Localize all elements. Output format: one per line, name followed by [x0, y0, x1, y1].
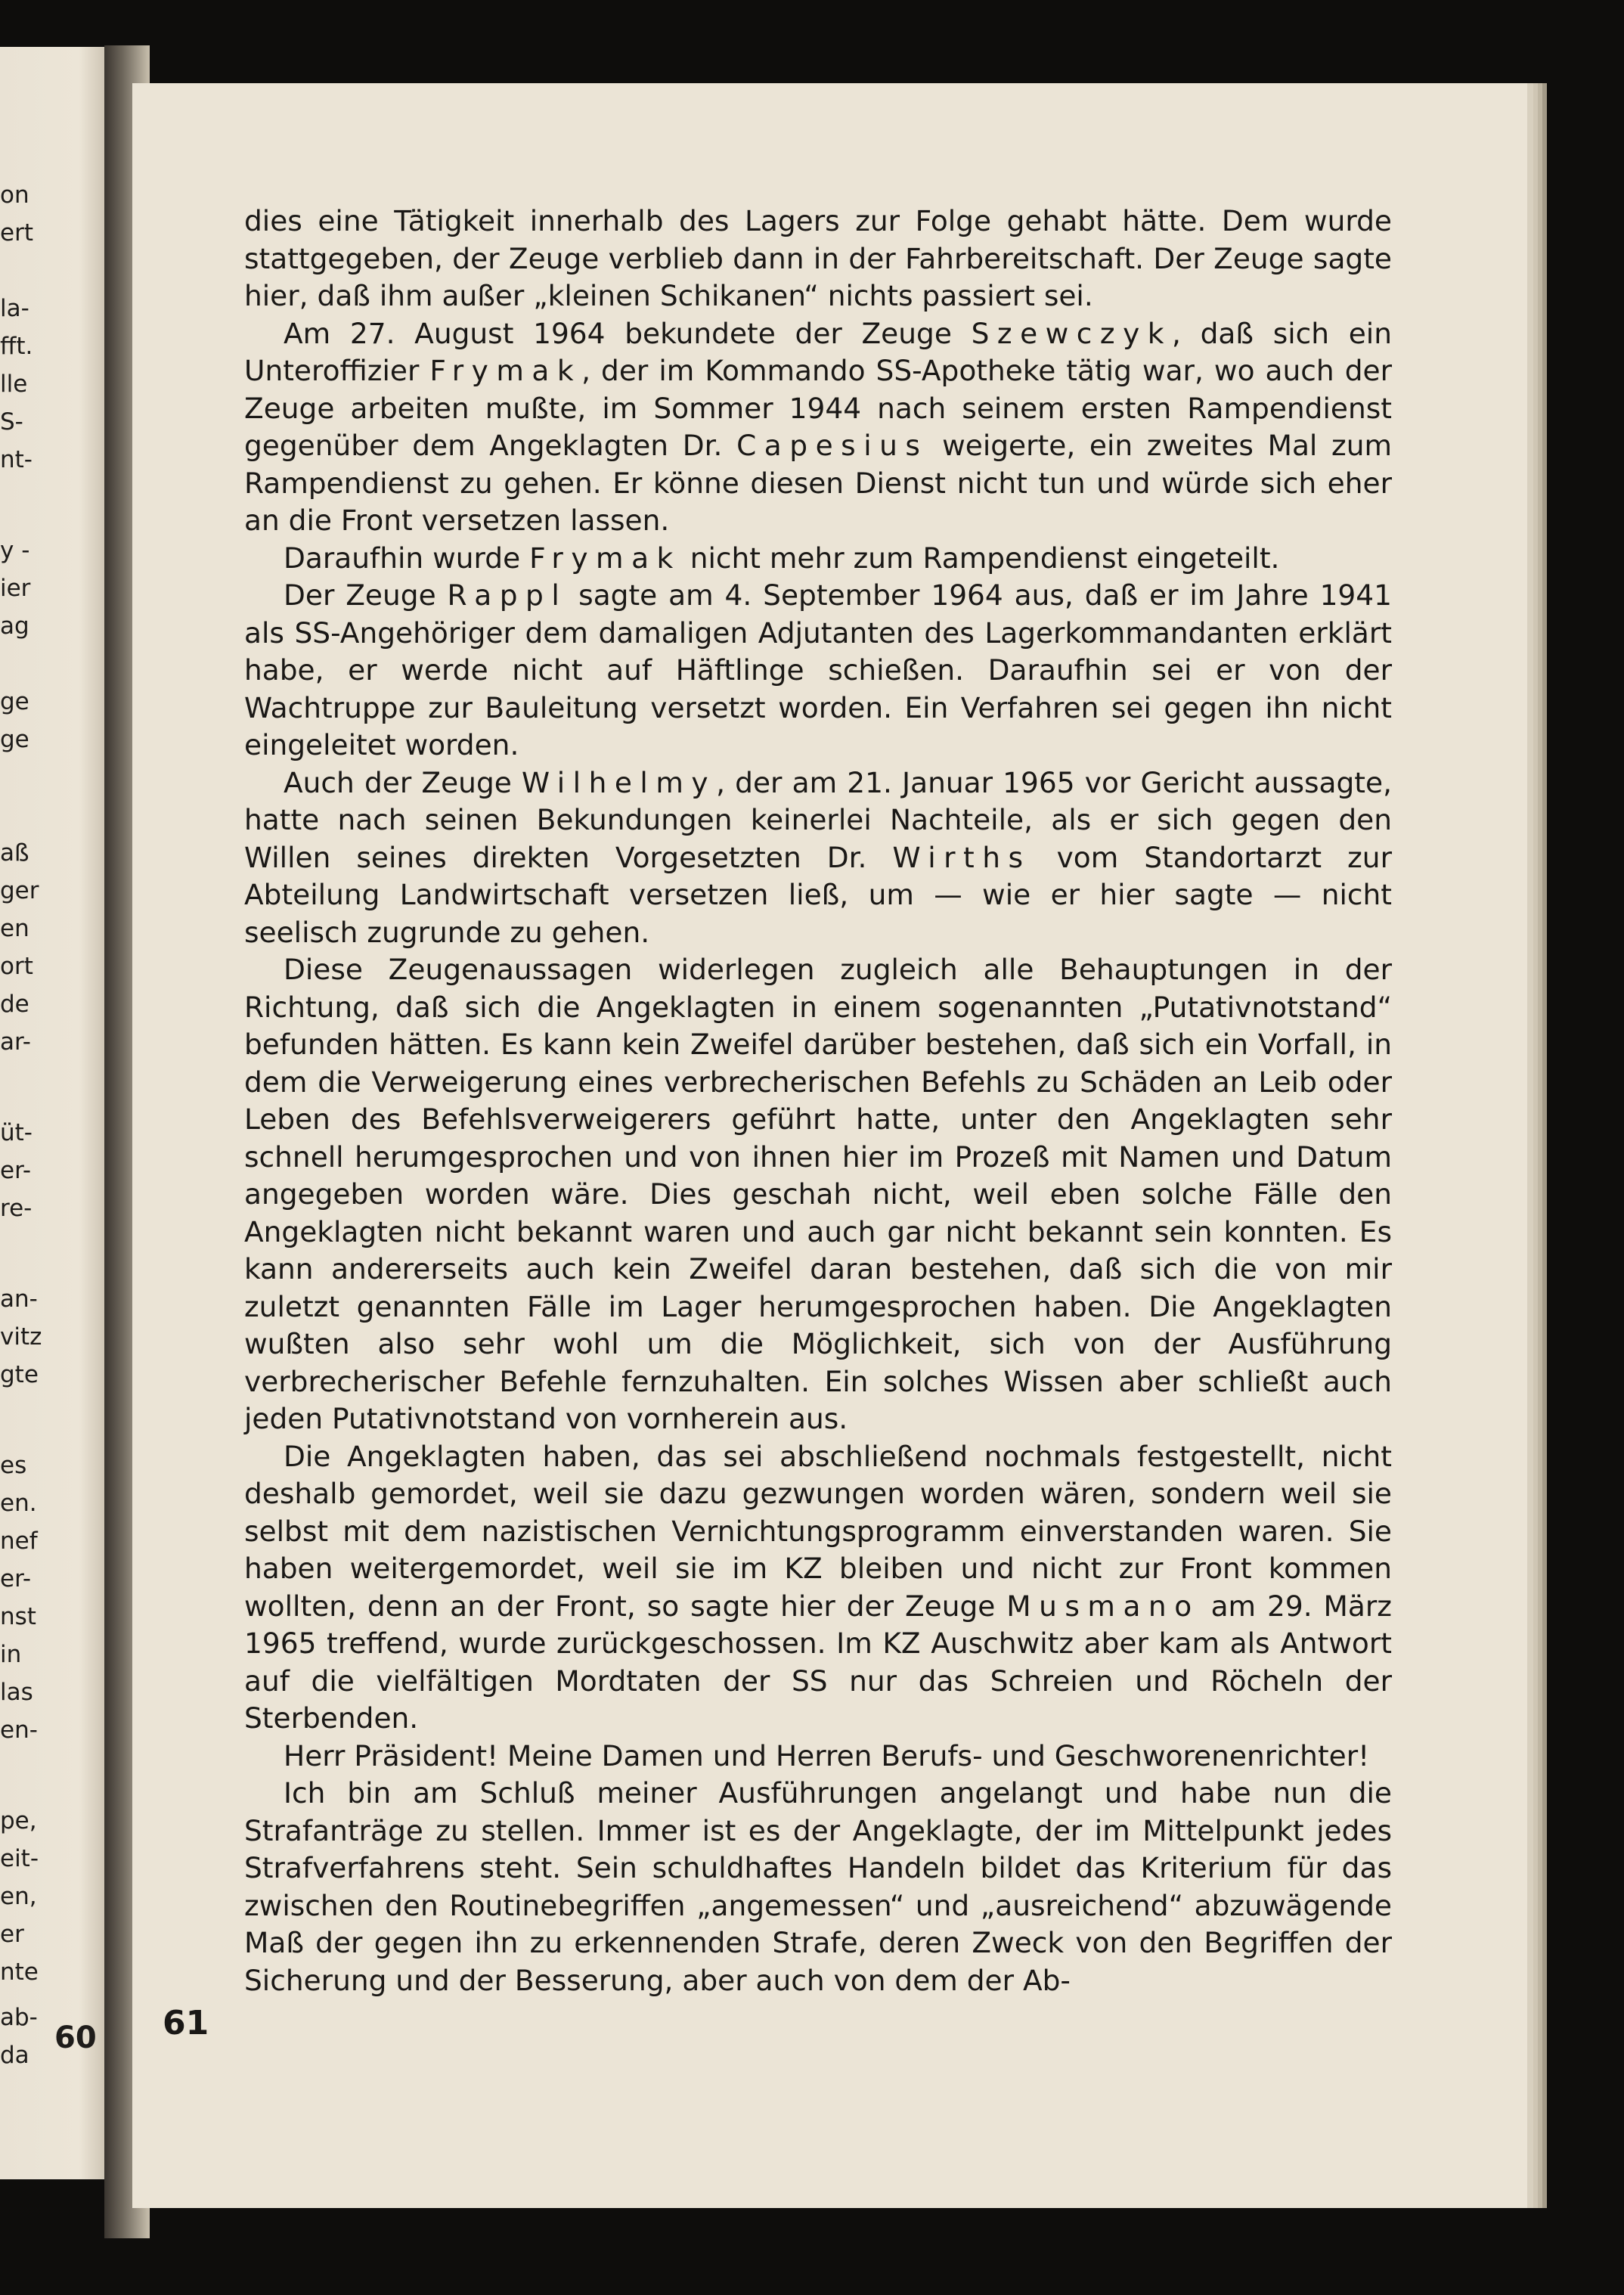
spaced-name: Szewczyk — [971, 316, 1173, 350]
left-page-fragment: ge — [0, 688, 29, 715]
left-page-fragment: de — [0, 991, 29, 1018]
left-page-fragment: üt- — [0, 1119, 33, 1146]
page-number: 61 — [163, 2004, 209, 2042]
spaced-name: Wilhelmy — [521, 765, 717, 799]
left-page-fragment: on — [0, 181, 29, 209]
left-page-fragment: an- — [0, 1286, 38, 1313]
left-page-fragment: ort — [0, 953, 33, 980]
spaced-name: Capesius — [736, 429, 928, 462]
paragraph: Daraufhin wurde Frymak nicht mehr zum Rampendienst eingeteilt. — [284, 541, 1280, 575]
left-page-fragment: nt- — [0, 446, 33, 473]
left-page-fragment: ier — [0, 575, 31, 602]
left-page-number: 60 — [54, 2021, 97, 2055]
left-page-fragment: S- — [0, 408, 23, 436]
current-page — [132, 83, 1527, 2208]
paragraph: Die Angeklagten haben, das sei abschließend nochmals festgestellt, nicht deshalb gemordet, weil sie dazu gezwungen worden wären, sondern weil sie selbst mit dem nazistischen Vernichtungsprogramm einverstanden waren. Sie haben weitergemordet, weil sie im KZ bleiben und nicht zur Front kommen wollten, denn an der Front, so sagte hier der Zeuge Musmano am 29. März 1965 treffend, wurde zurückgeschossen. Im KZ Auschwitz aber kam als Antwort auf die vielfältigen Mordtaten der SS nur das Schreien und Röcheln der Sterbenden. — [244, 1439, 1392, 1735]
left-page-fragment: nte — [0, 1959, 39, 1986]
left-page-fragment: re- — [0, 1195, 33, 1222]
left-page-fragment: ab- — [0, 2004, 38, 2031]
left-page-fragment: er- — [0, 1157, 32, 1184]
spaced-name: Frymak — [529, 541, 681, 575]
left-page-fragment: fft. — [0, 333, 33, 360]
left-page-fragment: eit- — [0, 1845, 39, 1872]
left-page-fragment: ag — [0, 613, 29, 640]
spaced-name: Musmano — [1006, 1589, 1200, 1623]
left-page-fragment: vitz — [0, 1323, 42, 1351]
left-page-fragment: nst — [0, 1603, 36, 1630]
left-page-fragment: er — [0, 1921, 24, 1948]
body-text — [244, 203, 1392, 1999]
spaced-name: Rappl — [447, 578, 568, 612]
left-page-fragment: ge — [0, 726, 29, 753]
left-page-fragment: gte — [0, 1361, 39, 1388]
left-page-fragment: ert — [0, 219, 33, 247]
left-page-fragment: nef — [0, 1527, 38, 1555]
left-page-fragment: pe, — [0, 1807, 37, 1834]
left-page-fragment: aß — [0, 839, 29, 867]
left-page-fragment: en, — [0, 1883, 37, 1910]
paragraph: dies eine Tätigkeit innerhalb des Lagers zur Folge gehabt hätte. Dem wurde stattgegeben, der Zeuge verblieb dann in der Fahrbereitschaft. Der Zeuge sagte hier, daß ihm außer „kleinen Schikanen“ nichts passiert sei. — [244, 204, 1392, 312]
left-page-fragment: lle — [0, 371, 28, 398]
left-page-fragment: er- — [0, 1565, 32, 1593]
left-page-fragment: la- — [0, 295, 29, 322]
paragraph: Diese Zeugenaussagen widerlegen zugleich alle Behauptungen in der Richtung, daß sich die Angeklagten in einem sogenannten „Putativnotstand“ befunden hätten. Es kann kein Zweifel darüber bestehen, daß sich ein Vorfall, in dem die Verweigerung eines verbrecherischen Befehls zu Schäden an Leib oder Leben des Befehlsverweigerers geführt hatte, unter den Angeklagten sehr schnell herumgesprochen und von ihnen hier im Prozeß mit Namen und Datum angegeben worden wäre. Dies geschah nicht, weil eben solche Fälle den Angeklagten nicht bekannt waren und auch gar nicht bekannt sein konnten. Es kann andererseits auch kein Zweifel daran bestehen, daß sich die von mir zuletzt genannten Fälle im Lager herumgesprochen haben. Die Angeklagten wußten also sehr wohl um die Möglichkeit, sich von der Ausführung verbrecherischer Befehle fernzuhalten. Ein solches Wissen aber schließt auch jeden Putativnotstand von vornherein aus. — [244, 953, 1392, 1435]
previous-page — [0, 47, 113, 2179]
left-page-fragment: las — [0, 1679, 33, 1706]
spaced-name: Frymak — [429, 354, 582, 387]
paragraph: Am 27. August 1964 bekundete der Zeuge Szewczyk, daß sich ein Unteroffizier Frymak, der im Kommando SS-Apotheke tätig war, wo auch der Zeuge arbeiten mußte, im Sommer 1944 nach seinem ersten Rampendienst gegenüber dem Angeklagten Dr. Capesius weigerte, ein zweites Mal zum Rampendienst zu gehen. Er könne diesen Dienst nicht tun und würde sich eher an die Front versetzen lassen. — [244, 316, 1392, 537]
left-page-fragment: en- — [0, 1717, 38, 1744]
spaced-name: Wirths — [892, 840, 1031, 874]
paragraph: Herr Präsident! Meine Damen und Herren Berufs- und Geschworenenrichter! — [284, 1738, 1370, 1772]
left-page-fragment: da — [0, 2042, 29, 2069]
paragraph: Auch der Zeuge Wilhelmy, der am 21. Januar 1965 vor Gericht aussagte, hatte nach seinen Bekundungen keinerlei Nachteile, als er sich gegen den Willen seines direkten Vorgesetzten Dr. Wirths vom Standortarzt zur Abteilung Landwirtschaft versetzen ließ, um — wie er hier sagte — nicht seelisch zugrunde zu gehen. — [244, 765, 1392, 949]
left-page-fragment: ar- — [0, 1028, 31, 1056]
left-page-fragment: ger — [0, 877, 39, 904]
paragraph: Ich bin am Schluß meiner Ausführungen angelangt und habe nun die Strafanträge zu stellen. Immer ist es der Angeklagte, der im Mittelpunkt jedes Strafverfahrens steht. Sein schuldhaftes Handeln bildet das Kriterium für das zwischen den Routinebegriffen „angemessen“ und „ausreichend“ abzuwägende Maß der gegen ihn zu erkennenden Strafe, deren Zweck von den Begriffen der Sicherung und der Besserung, aber auch von dem der Ab- — [244, 1776, 1392, 1997]
left-page-fragment: en — [0, 915, 29, 942]
left-page-fragment: in — [0, 1641, 22, 1668]
left-page-fragment: y - — [0, 537, 30, 564]
left-page-fragment: en. — [0, 1490, 37, 1517]
paragraph: Der Zeuge Rappl sagte am 4. September 1964 aus, daß er im Jahre 1941 als SS-Angehöriger dem damaligen Adjutanten des Lagerkommandanten erklärt habe, er werde nicht auf Häftlinge schießen. Daraufhin sei er von der Wachtruppe zur Bauleitung versetzt worden. Ein Verfahren sei gegen ihn nicht eingeleitet worden. — [244, 578, 1392, 761]
left-page-fragment: es — [0, 1452, 27, 1479]
